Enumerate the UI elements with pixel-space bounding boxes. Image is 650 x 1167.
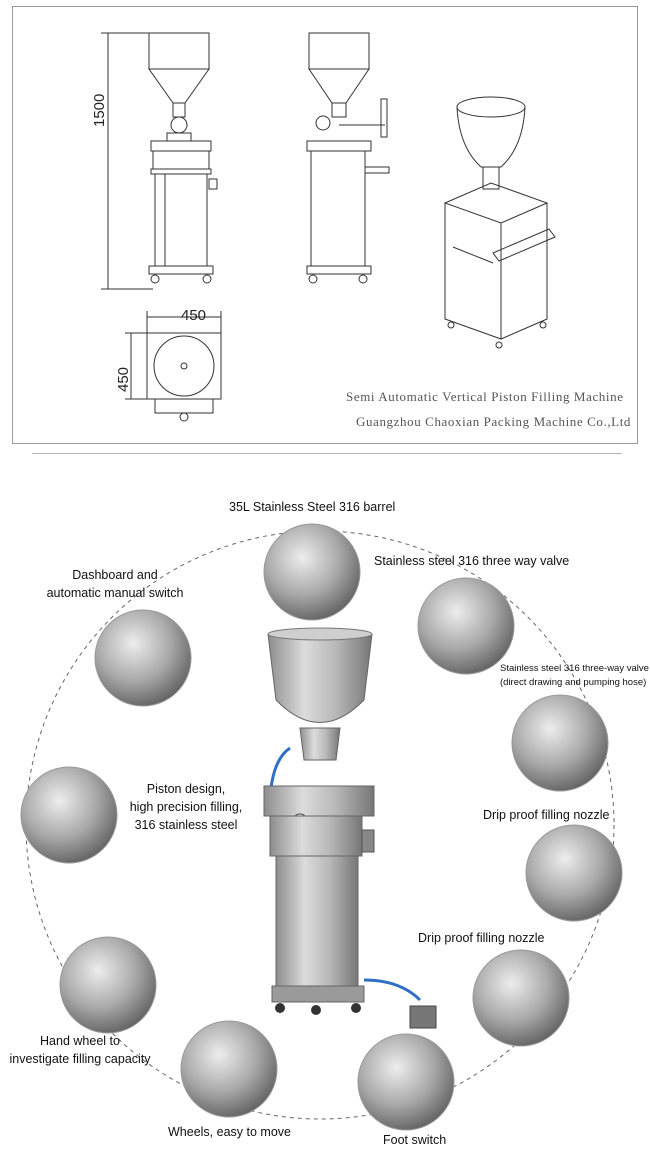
piston-label: [114, 780, 258, 834]
three-way-valve-photo: [418, 578, 514, 674]
piston-label-line1: Piston design,: [146, 782, 226, 796]
nozzle-photo-1: [526, 825, 622, 921]
foot-switch-label: Foot switch: [383, 1133, 447, 1147]
wheels-photo: [181, 1021, 277, 1117]
drawing-caption-title: Semi Automatic Vertical Piston Filling Machine: [346, 389, 624, 404]
hand-wheel-label-line2: investigate filling capacity: [9, 1052, 151, 1066]
piston-label-line3: 316 stainless steel: [134, 818, 238, 832]
drawing-caption-company: Guangzhou Chaoxian Packing Machine Co.,Ltd: [356, 414, 632, 429]
hand-wheel-label: [0, 1032, 160, 1068]
depth-dimension-label: 450: [115, 366, 132, 392]
technical-drawing-panel: [12, 6, 638, 444]
barrel-photo: [264, 524, 360, 620]
barrel-label: 35L Stainless Steel 316 barrel: [229, 500, 396, 514]
three-way-valve-label: Stainless steel 316 three way valve: [374, 554, 570, 568]
hand-wheel-label-line1: Hand wheel to: [40, 1034, 120, 1048]
width-dimension-label: 450: [181, 307, 207, 324]
piston-label-line2: high precision filling,: [129, 800, 243, 814]
valve-detail-label-line2: (direct drawing and pumping hose): [500, 677, 647, 688]
nozzle-label-2: Drip proof filling nozzle: [418, 931, 545, 945]
valve-detail-photo: [512, 695, 608, 791]
valve-detail-label-line1: Stainless steel 316 three-way valve: [500, 663, 649, 674]
hand-wheel-photo: [60, 937, 156, 1033]
section-divider: [32, 453, 622, 454]
valve-detail-label: [500, 662, 649, 690]
dashboard-label-line1: Dashboard and: [72, 568, 158, 582]
nozzle-photo-2: [473, 950, 569, 1046]
dashboard-label: [40, 566, 190, 602]
wheels-label: Wheels, easy to move: [168, 1125, 291, 1139]
nozzle-label-1: Drip proof filling nozzle: [483, 808, 610, 822]
height-dimension-label: 1500: [91, 93, 108, 127]
foot-switch-photo: [358, 1034, 454, 1130]
filling-machine-photo: [264, 628, 436, 1028]
dashboard-photo: [95, 610, 191, 706]
dashboard-label-line2: automatic manual switch: [46, 586, 184, 600]
piston-photo: [21, 767, 117, 863]
machine-technical-drawing: [13, 7, 639, 445]
